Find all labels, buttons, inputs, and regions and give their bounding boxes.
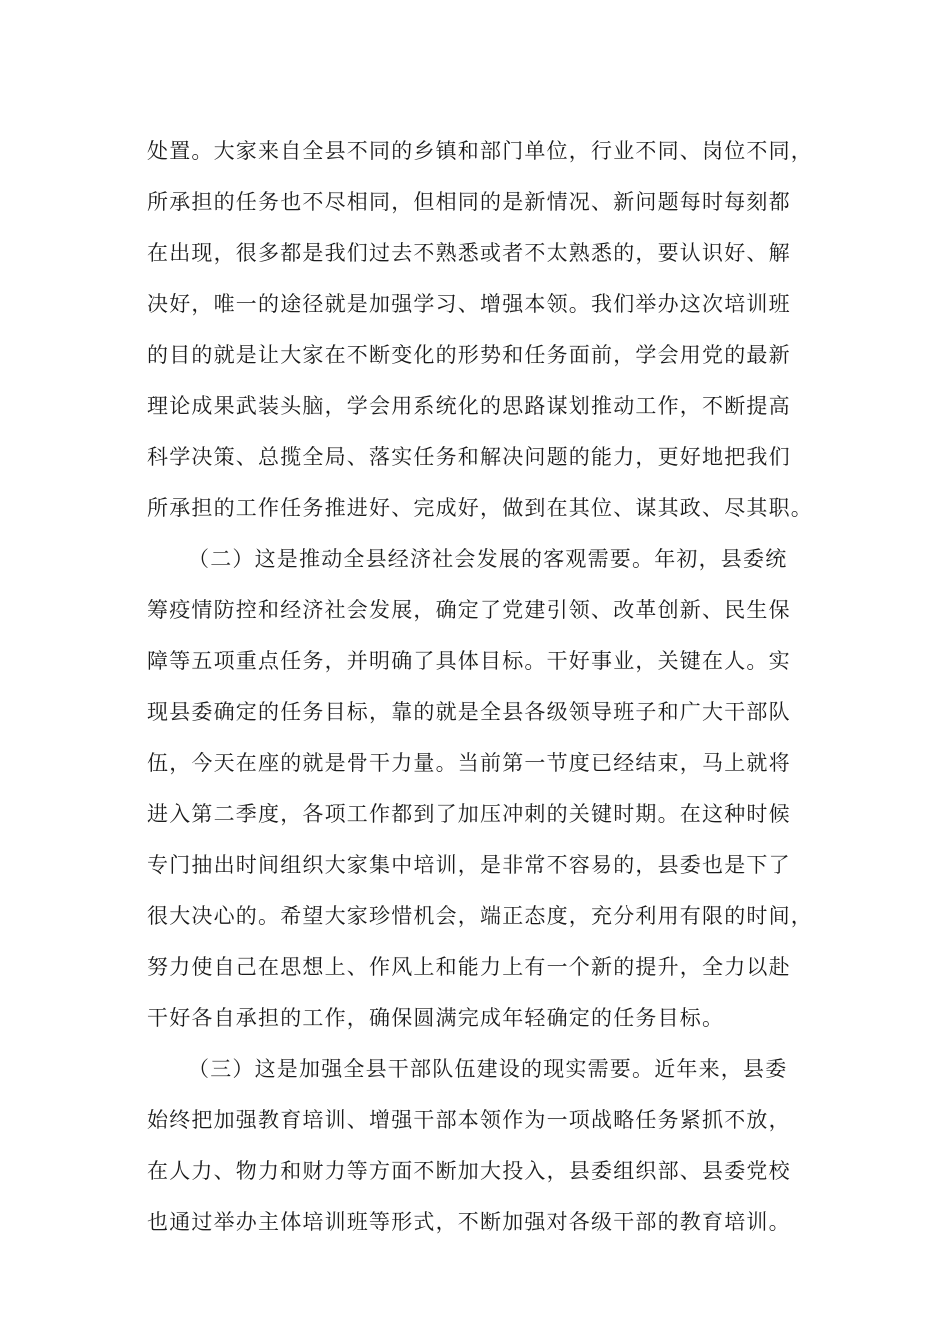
text-line: 始终把加强教育培训、增强干部本领作为一项战略任务紧抓不放， [147, 1108, 791, 1132]
text-line: 专门抽出时间组织大家集中培训，是非常不容易的，县委也是下了 [147, 853, 791, 877]
text-line: 进入第二季度，各项工作都到了加压冲刺的关键时期。在这种时候 [147, 802, 791, 826]
text-line: 所承担的任务也不尽相同，但相同的是新情况、新问题每时每刻都 [147, 190, 791, 214]
text-line: 处置。大家来自全县不同的乡镇和部门单位，行业不同、岗位不同， [147, 139, 813, 163]
text-line: 理论成果武装头脑，学会用系统化的思路谋划推动工作，不断提高 [147, 394, 791, 418]
text-line: 伍，今天在座的就是骨干力量。当前第一节度已经结束，马上就将 [147, 751, 791, 775]
text-line: 科学决策、总揽全局、落实任务和解决问题的能力，更好地把我们 [147, 445, 791, 469]
text-line: 也通过举办主体培训班等形式，不断加强对各级干部的教育培训。 [147, 1210, 791, 1234]
text-line: 在人力、物力和财力等方面不断加大投入，县委组织部、县委党校 [147, 1159, 791, 1183]
text-line: 的目的就是让大家在不断变化的形势和任务面前，学会用党的最新 [147, 343, 791, 367]
text-line: 筹疫情防控和经济社会发展，确定了党建引领、改革创新、民生保 [147, 598, 791, 622]
paragraph-heading-3: （三）这是加强全县干部队伍建设的现实需要。近年来，县委 [188, 1057, 788, 1081]
text-line: 现县委确定的任务目标，靠的就是全县各级领导班子和广大干部队 [147, 700, 791, 724]
text-line: 努力使自己在思想上、作风上和能力上有一个新的提升，全力以赴 [147, 955, 791, 979]
text-line: 在出现，很多都是我们过去不熟悉或者不太熟悉的，要认识好、解 [147, 241, 791, 265]
text-line: 干好各自承担的工作，确保圆满完成年轻确定的任务目标。 [147, 1006, 725, 1030]
text-line: 决好，唯一的途径就是加强学习、增强本领。我们举办这次培训班 [147, 292, 791, 316]
text-line: 障等五项重点任务，并明确了具体目标。干好事业，关键在人。实 [147, 649, 791, 673]
text-line: 很大决心的。希望大家珍惜机会，端正态度，充分利用有限的时间， [147, 904, 813, 928]
text-line: 所承担的工作任务推进好、完成好，做到在其位、谋其政、尽其职。 [147, 496, 813, 520]
paragraph-heading-2: （二）这是推动全县经济社会发展的客观需要。年初，县委统 [188, 547, 788, 571]
